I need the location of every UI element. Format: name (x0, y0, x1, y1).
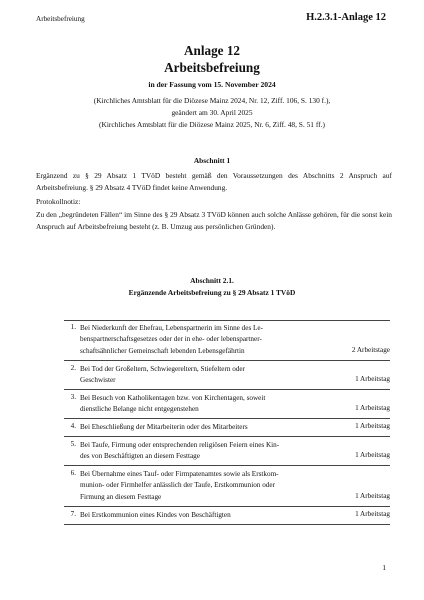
item-value: 1 Arbeitstag (355, 451, 390, 460)
document-title: Anlage 12 (183, 43, 241, 58)
table-rule (64, 418, 390, 419)
item-number: 5. (70, 439, 76, 448)
document-subtitle: Arbeitsbefreiung (164, 60, 260, 75)
item-value: 1 Arbeitstag (355, 374, 390, 383)
protocol-note-label: Protokollnotiz: (36, 197, 81, 206)
protocol-note-text: Zu den „begründeten Fällen“ im Sinne des § 29 Absatz 3 TVöD können auch solche Anlässe gehören, für die sonst kein Anspruch auf Arbeitsbefreiung besteht (z. B. Umzug aus persönlichen Gründen). (36, 210, 392, 232)
item-text (80, 422, 320, 433)
table-rule (64, 360, 390, 361)
item-value: 1 Arbeitstag (355, 403, 390, 412)
item-text-line: Bei Taufe, Firmung oder entsprechenden religiösen Feiern eines Kin- (80, 440, 280, 449)
item-text-line: schaftsähnlicher Gemeinschaft lebenden Lebensgefährtin (80, 346, 245, 355)
amendment-line: geändert am 30. April 2025 (171, 108, 253, 117)
section2-heading: Abschnitt 2.1. (190, 276, 234, 285)
table-rule (64, 320, 390, 321)
item-number: 1. (70, 323, 76, 331)
table-rule (64, 465, 390, 466)
item-value: 2 Arbeitstage (351, 345, 390, 354)
item-text-line: Bei Niederkunft der Ehefrau, Lebenspartnerin im Sinne des Le- (80, 324, 264, 332)
item-text-line: Bei Eheschließung der Mitarbeiterin oder des Mitarbeiters (80, 422, 248, 431)
table-rule (64, 506, 390, 507)
item-number: 2. (70, 363, 76, 372)
item-number: 6. (70, 469, 76, 477)
item-text (80, 469, 320, 503)
running-header-code: H.2.3.1-Anlage 12 (306, 12, 386, 23)
section2-subheading: Ergänzende Arbeitsbefreiung zu § 29 Absatz 1 TVöD (128, 288, 296, 297)
item-text-line: benspartnerschaftsgesetzes oder der in ehe- oder lebenspartner- (80, 335, 262, 344)
item-text-line: Firmung an diesem Festtage (80, 492, 162, 501)
item-text (80, 323, 320, 357)
item-value: 1 Arbeitstag (355, 509, 390, 518)
source-line-1: (Kirchliches Amtsblatt für die Diözese Mainz 2024, Nr. 12, Ziff. 106, S. 130 f.), (93, 96, 331, 105)
section1-heading: Abschnitt 1 (193, 156, 231, 165)
item-text-line: Bei Besuch von Katholikentagen bzw. von Kirchentagen, soweit (80, 393, 266, 402)
table-rule (64, 524, 390, 525)
item-number: 3. (70, 392, 76, 401)
item-text-line: Geschwister (80, 375, 116, 384)
item-text (80, 364, 320, 387)
item-text (80, 510, 320, 521)
item-text-line: dienstliche Belange nicht entgegenstehen (80, 404, 199, 413)
section1-paragraph: Ergänzend zu § 29 Absatz 1 TVöD besteht gemäß den Voraussetzungen des Abschnitts 2 Anspruch auf Arbeitsbefreiung. § 29 Absatz 4 TVöD findet keine Anwendung. (36, 171, 392, 193)
item-text-line: des von Beschäftigten an diesem Festtage (80, 452, 200, 461)
table-rule (64, 389, 390, 390)
item-number: 4. (70, 421, 76, 430)
item-text-line: munion- oder Firmhelfer anlässlich der Taufe, Erstkommunion oder (80, 481, 275, 490)
source-line-2: (Kirchliches Amtsblatt für die Diözese Mainz 2025, Nr. 6, Ziff. 48, S. 51 ff.) (99, 120, 325, 129)
page-number: 1 (382, 563, 386, 572)
item-value: 1 Arbeitstag (355, 491, 390, 500)
version-line: in der Fassung vom 15. November 2024 (148, 80, 276, 89)
item-text-line: Bei Tod der Großeltern, Schwiegereltern, Stiefeltern oder (80, 364, 246, 373)
item-text-line: Bei Übernahme eines Tauf- oder Firmpatenamtes sowie als Erstkom- (80, 470, 279, 478)
table-rule (64, 436, 390, 437)
item-value: 1 Arbeitstag (355, 421, 390, 430)
running-header-title: Arbeitsbefreiung (36, 15, 85, 23)
item-text (80, 393, 320, 416)
item-number: 7. (70, 509, 76, 518)
item-text-line: Bei Erstkommunion eines Kindes von Beschäftigten (80, 510, 231, 519)
item-text (80, 440, 320, 463)
